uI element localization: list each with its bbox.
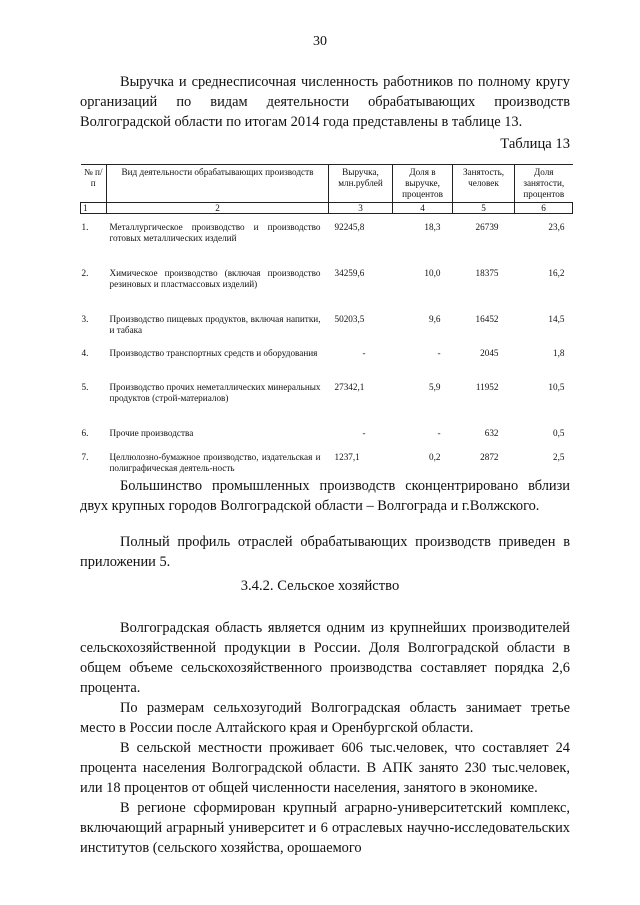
header-employment: Занятость, человек [453,165,515,203]
row-revenue: - [362,347,366,358]
row-num: 6. [81,427,89,438]
table-row [81,268,573,314]
row-num: 2. [81,267,89,278]
column-number-row [81,203,573,214]
row-activity: Химическое производство (включая производство резиновых и пластмассовых изделий) [109,267,321,289]
column-number: 3 [329,203,393,214]
row-revenue-share: - [437,427,441,438]
row-activity: Прочие производства [109,427,194,438]
row-revenue-share: 5,9 [429,381,441,392]
row-employment: 2045 [480,347,499,358]
table-row [81,348,573,382]
row-revenue: 1237,1 [334,451,360,462]
row-revenue: 92245,8 [334,221,365,232]
column-number: 6 [515,203,573,214]
column-number: 4 [393,203,453,214]
intro-paragraph: Выручка и среднесписочная численность работников по полному кругу организаций по видам деятельности обрабатывающих производств Волгоградской области по итогам 2014 года представлены в таблице 13. [80,74,570,130]
appendix-paragraph: Полный профиль отраслей обрабатывающих производств приведен в приложении 5. [80,534,570,570]
row-employment: 18375 [475,267,499,278]
column-number: 1 [81,203,107,214]
row-activity: Производство транспортных средств и оборудования [109,347,318,358]
table-row [81,382,573,428]
header-employment-share: Доля занятости, процентов [515,165,573,203]
page-number: 30 [313,34,327,49]
table-header-row [81,165,573,203]
row-employment-share: 16,2 [548,267,565,278]
row-revenue-share: 18,3 [424,221,441,232]
row-employment: 2872 [480,451,499,462]
header-revenue: Выручка, млн.рублей [329,165,393,203]
row-num: 5. [81,381,89,392]
section-title: 3.4.2. Сельское хозяйство [240,578,400,594]
row-employment: 16452 [475,313,499,324]
row-revenue-share: - [437,347,441,358]
table-row [81,428,573,452]
agriculture-paragraph-4: В регионе сформирован крупный аграрно-университетский комплекс, включающий аграрный университет и 6 отраслевых научно-исследовательских институтов (сельского хозяйства, орошаемого [80,800,570,856]
agriculture-paragraph-1: Волгоградская область является одним из крупнейших производителей сельскохозяйственной продукции в России. Доля Волгоградской области в общем объеме сельскохозяйственного производства составляет порядка 2,6 процента. [80,620,570,696]
row-num: 1. [81,221,89,232]
row-employment-share: 14,5 [548,313,565,324]
column-number: 2 [107,203,329,214]
concentration-paragraph: Большинство промышленных производств сконцентрировано вблизи двух крупных городов Волгоградской области – Волгограда и г.Волжского. [80,478,570,514]
table-row [81,222,573,268]
row-revenue: 34259,6 [334,267,365,278]
row-revenue: 27342,1 [334,381,365,392]
manufacturing-table [80,164,572,492]
row-employment-share: 1,8 [553,347,565,358]
agriculture-paragraph-2: По размерам сельхозугодий Волгоградская область занимает третье место в России после Алтайского края и Оренбургской области. [80,700,570,736]
agriculture-paragraph-3: В сельской местности проживает 606 тыс.человек, что составляет 24 процента населения Волгоградской области. В АПК занято 230 тыс.человек, или 18 процентов от общей численности населения, занятого в экономике. [80,740,570,796]
column-number: 5 [453,203,515,214]
row-employment-share: 0,5 [553,427,565,438]
row-employment: 26739 [475,221,499,232]
table-caption: Таблица 13 [500,136,570,152]
header-revenue-share: Доля в выручке, процентов [393,165,453,203]
table-row [81,314,573,348]
row-num: 3. [81,313,89,324]
header-activity: Вид деятельности обрабатывающих производств [107,165,329,203]
row-revenue-share: 10,0 [424,267,441,278]
row-activity: Производство пищевых продуктов, включая напитки, и табака [109,313,321,335]
row-revenue: - [362,427,366,438]
row-num: 7. [81,451,89,462]
row-revenue-share: 0,2 [429,451,441,462]
row-employment-share: 23,6 [548,221,565,232]
row-employment-share: 10,5 [548,381,565,392]
row-employment: 11952 [475,381,499,392]
row-employment: 632 [484,427,499,438]
header-num: № п/п [81,165,107,203]
row-activity: Металлургическое производство и производство готовых металлических изделий [109,221,321,243]
row-revenue-share: 9,6 [429,313,441,324]
row-activity: Целлюлозно-бумажное производство, издательская и полиграфическая деятель-ность [109,451,321,473]
row-employment-share: 2,5 [553,451,565,462]
row-activity: Производство прочих неметаллических минеральных продуктов (строй-материалов) [109,381,321,403]
row-revenue: 50203,5 [334,313,365,324]
row-num: 4. [81,347,89,358]
